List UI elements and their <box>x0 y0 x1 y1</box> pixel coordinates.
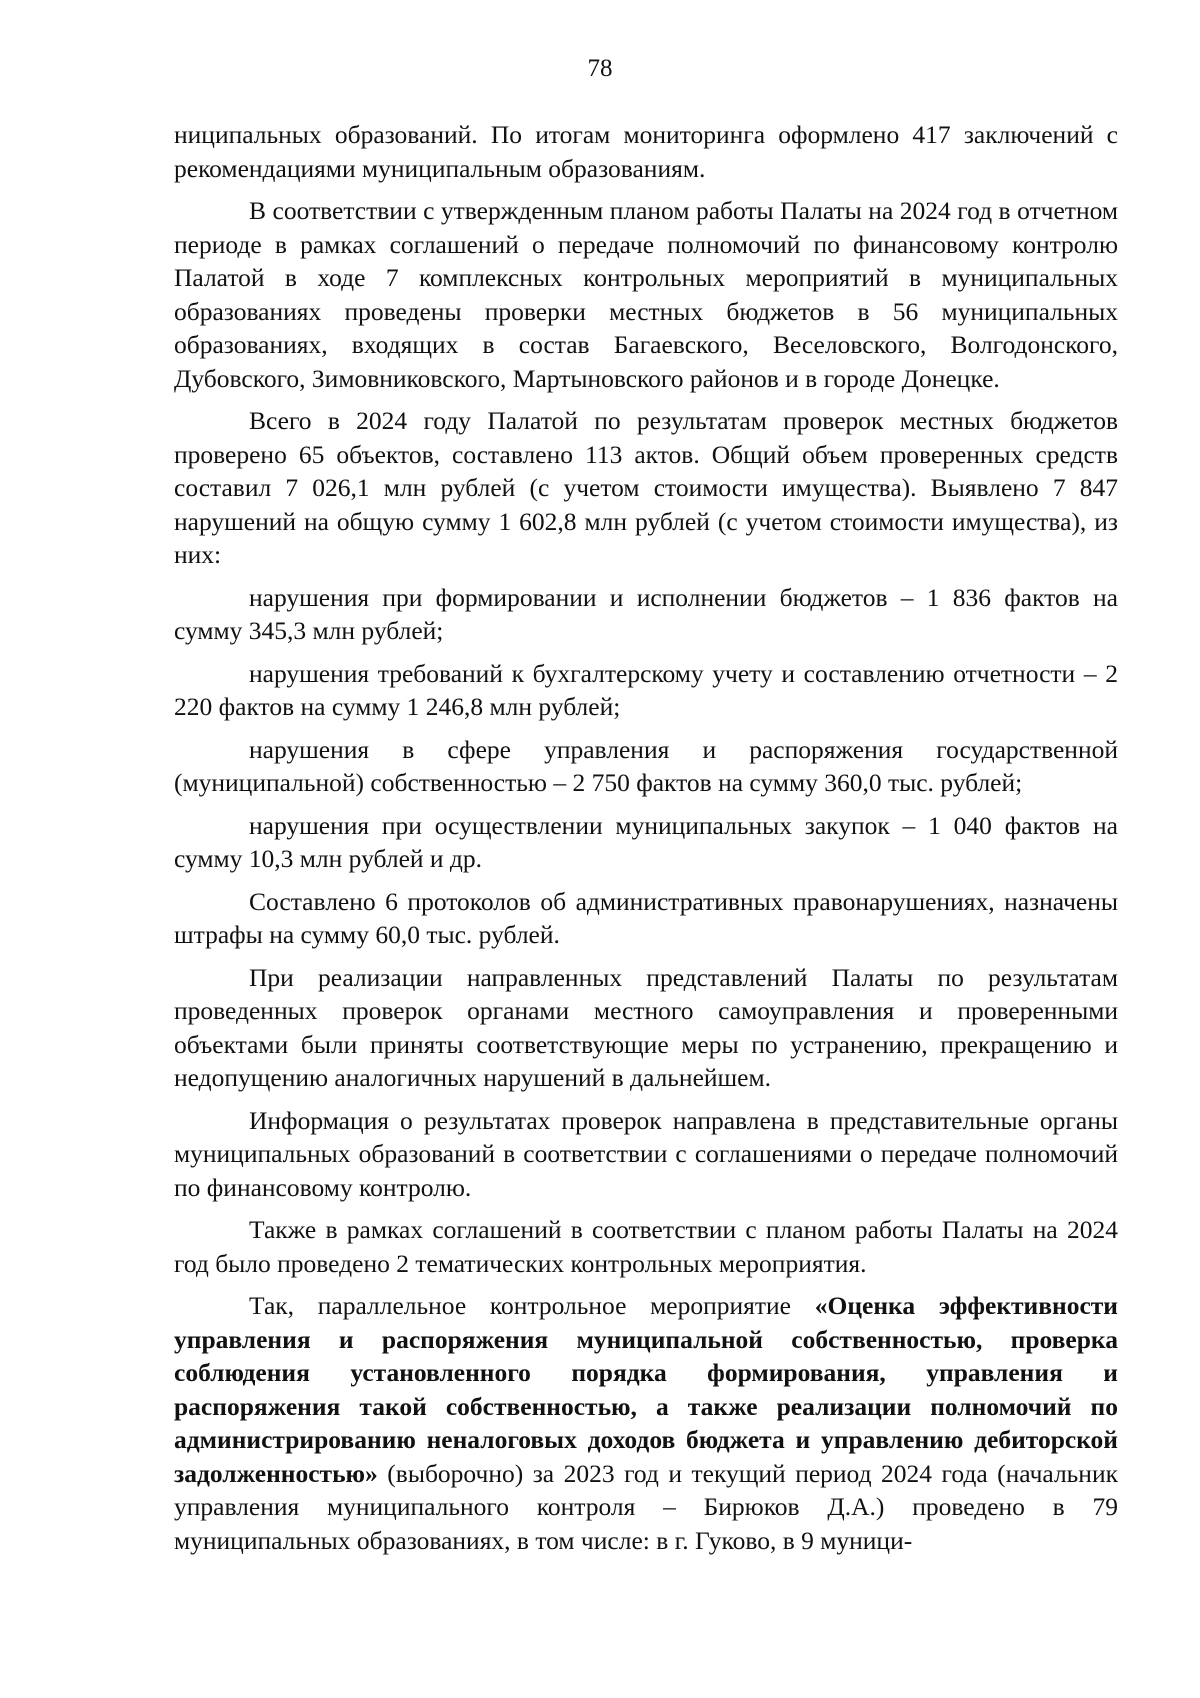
paragraph-thematic-events: Также в рамках соглашений в соответствии с планом работы Палаты на 2024 год было проведено 2 тематических контрольных мероприятия. <box>174 1215 1118 1278</box>
paragraph-violations-property: нарушения в сфере управления и распоряжения государственной (муниципальной) собственностью – 2 750 фактов на сумму 360,0 тыс. рублей; <box>174 734 1118 797</box>
paragraph-parallel-event <box>174 1289 1118 1557</box>
paragraph-violations-accounting: нарушения требований к бухгалтерскому учету и составлению отчетности – 2 220 фактов на сумму 1 246,8 млн рублей; <box>174 658 1118 721</box>
parallel-event-title: «Оценка эффективности управления и распоряжения муниципальной собственностью, проверка соблюдения установленного порядка формирования, управления и распоряжения такой собственностью, а также реализации полномочий по администрированию неналоговых доходов бюджета и управлению дебиторской задолженностью» <box>174 1291 1118 1488</box>
paragraph-information: Информация о результатах проверок направлена в представительные органы муниципальных образований в соответствии с соглашениями о передаче полномочий по финансовому контролю. <box>174 1105 1118 1202</box>
paragraph-continuation: ниципальных образований. По итогам мониторинга оформлено 417 заключений с рекомендациями муниципальным образованиям. <box>174 120 1118 183</box>
body-text <box>174 118 1118 1566</box>
paragraph-protocols: Составлено 6 протоколов об административных правонарушениях, назначены штрафы на сумму 60,0 тыс. рублей. <box>174 886 1118 949</box>
paragraph-violations-budget: нарушения при формировании и исполнении бюджетов – 1 836 фактов на сумму 345,3 млн рублей; <box>174 582 1118 645</box>
paragraph-audit-totals: Всего в 2024 году Палатой по результатам проверок местных бюджетов проверено 65 объектов, составлено 113 актов. Общий объем проверенных средств составил 7 026,1 млн рублей (с учетом стоимости имущества). Выявлено 7 847 нарушений на общую сумму 1 602,8 млн рублей (с учетом стоимости имущества), из них: <box>174 406 1118 569</box>
parallel-event-details: (выборочно) за 2023 год и текущий период 2024 года (начальник управления муниципального контроля – Бирюков Д.А.) проведено в 79 муниципальных образованиях, в том числе: в г. Гуково, в 9 муници- <box>174 1458 1118 1555</box>
paragraph-violations-procurement: нарушения при осуществлении муниципальных закупок – 1 040 фактов на сумму 10,3 млн рублей и др. <box>174 810 1118 873</box>
paragraph-audit-plan: В соответствии с утвержденным планом работы Палаты на 2024 год в отчетном периоде в рамках соглашений о передаче полномочий по финансовому контролю Палатой в ходе 7 комплексных контрольных мероприятий в муниципальных образованиях проведены проверки местных бюджетов в 56 муниципальных образованиях, входящих в состав Багаевского, Веселовского, Волгодонского, Дубовского, Зимовниковского, Мартыновского районов и в городе Донецке. <box>174 196 1118 393</box>
page-number: 78 <box>587 55 613 82</box>
parallel-event-intro: Так, параллельное контрольное мероприятие <box>249 1291 815 1320</box>
paragraph-measures: При реализации направленных представлений Палаты по результатам проведенных проверок органами местного самоуправления и проверенными объектами были приняты соответствующие меры по устранению, прекращению и недопущению аналогичных нарушений в дальнейшем. <box>174 962 1118 1092</box>
